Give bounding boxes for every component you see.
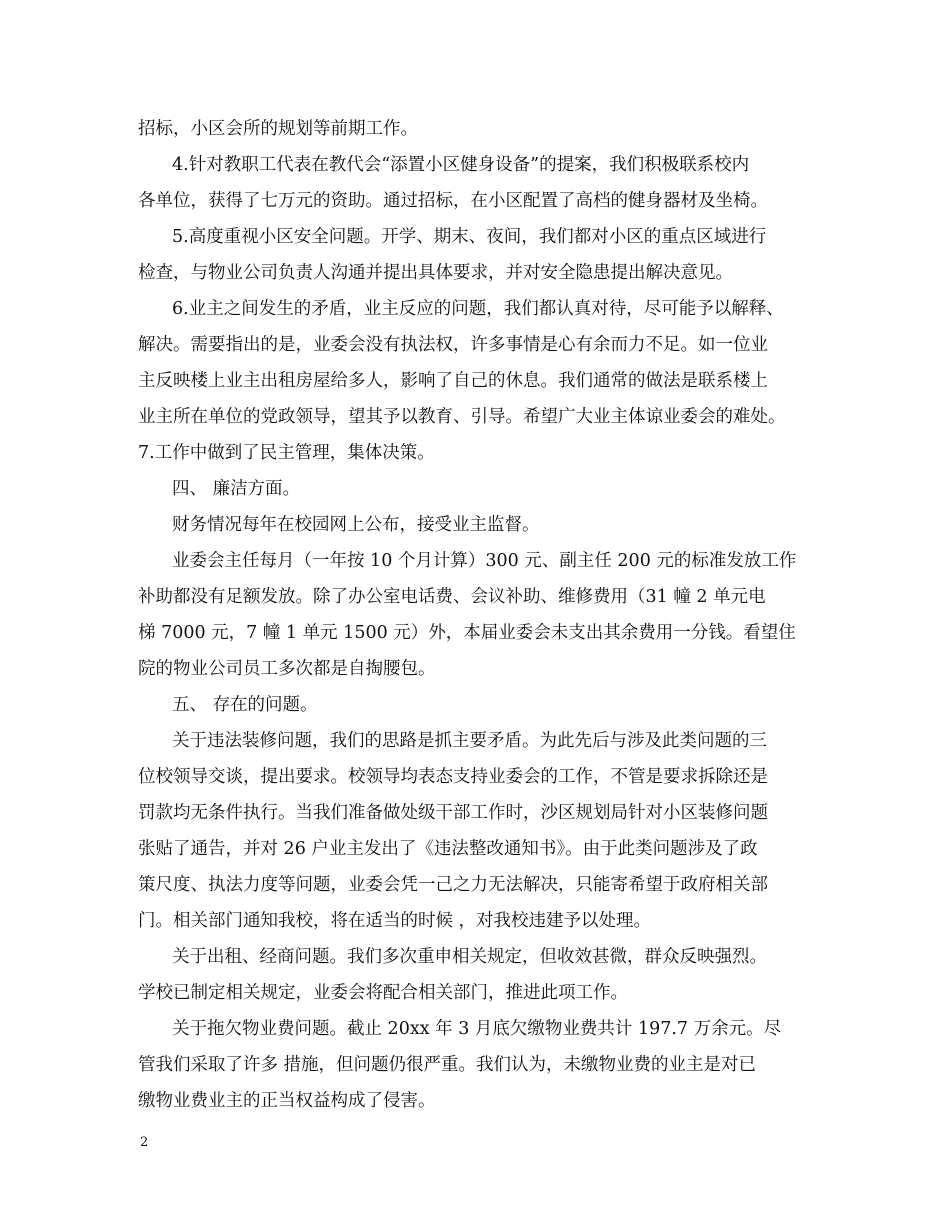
section-heading: 四、 廉洁方面。 [172, 479, 301, 499]
text-line: 财务情况每年在校园网上公布，接受业主监督。 [172, 515, 540, 535]
text-line: 检查，与物业公司负责人沟通并提出具体要求，并对安全隐患提出解决意见。 [138, 263, 733, 283]
section-heading: 五、 存在的问题。 [172, 695, 318, 715]
text-line: 主反映楼上业主出租房屋给多人，影响了自己的休息。我们通常的做法是联系楼上 [138, 371, 768, 391]
text-line: 门。相关部门通知我校，将在适当的时候 ，对我校违建予以处理。 [138, 911, 652, 931]
text-line: 5.高度重视小区安全问题。开学、期末、夜间，我们都对小区的重点区域进行 [172, 227, 767, 247]
text-line: 4.针对教职工代表在教代会“添置小区健身设备”的提案，我们积极联系校内 [172, 155, 750, 175]
text-line: 策尺度、执法力度等问题，业委会凭一己之力无法解决，只能寄希望于政府相关部 [138, 875, 768, 895]
text-line: 缴物业费业主的正当权益构成了侵害。 [138, 1091, 436, 1111]
text-line: 补助都没有足额发放。除了办公室电话费、会议补助、维修费用（31 幢 2 单元电 [138, 587, 766, 607]
page-number: 2 [140, 1135, 149, 1150]
text-line: 解决。需要指出的是，业委会没有执法权，许多事情是心有余而力不足。如一位业 [138, 335, 768, 355]
text-line: 张贴了通告，并对 26 户业主发出了《违法整改通知书》。由于此类问题涉及了政 [138, 839, 758, 859]
text-line: 梯 7000 元，7 幢 1 单元 1500 元）外，本届业委会未支出其余费用一分钱。看望住 [138, 623, 796, 643]
text-line: 招标，小区会所的规划等前期工作。 [138, 119, 418, 139]
text-line: 管我们采取了许多 措施，但问题仍很严重。我们认为，未缴物业费的业主是对已 [138, 1055, 757, 1075]
text-line: 关于违法装修问题，我们的思路是抓主要矛盾。为此先后与涉及此类问题的三 [172, 731, 767, 751]
text-line: 业委会主任每月（一年按 10 个月计算）300 元、副主任 200 元的标准发放工作 [172, 551, 797, 571]
text-line: 关于拖欠物业费问题。截止 20xx 年 3 月底欠缴物业费共计 197.7 万余元。尽 [172, 1019, 782, 1039]
text-line: 位校领导交谈，提出要求。校领导均表态支持业委会的工作，不管是要求拆除还是 [138, 767, 768, 787]
text-line: 关于出租、经商问题。我们多次重申相关规定，但收效甚微，群众反映强烈。 [172, 947, 767, 967]
text-line: 院的物业公司员工多次都是自掏腰包。 [138, 659, 436, 679]
text-line: 学校已制定相关规定，业委会将配合相关部门，推进此项工作。 [138, 983, 628, 1003]
text-line: 罚款均无条件执行。当我们准备做处级干部工作时，沙区规划局针对小区装修问题 [138, 803, 768, 823]
text-line: 业主所在单位的党政领导，望其予以教育、引导。希望广大业主体谅业委会的难处。 [138, 407, 786, 427]
text-line: 6.业主之间发生的矛盾，业主反应的问题，我们都认真对待，尽可能予以解释、 [172, 299, 784, 319]
text-line: 7.工作中做到了民主管理，集体决策。 [138, 443, 435, 463]
text-line: 各单位，获得了七万元的资助。通过招标，在小区配置了高档的健身器材及坐椅。 [138, 191, 768, 211]
